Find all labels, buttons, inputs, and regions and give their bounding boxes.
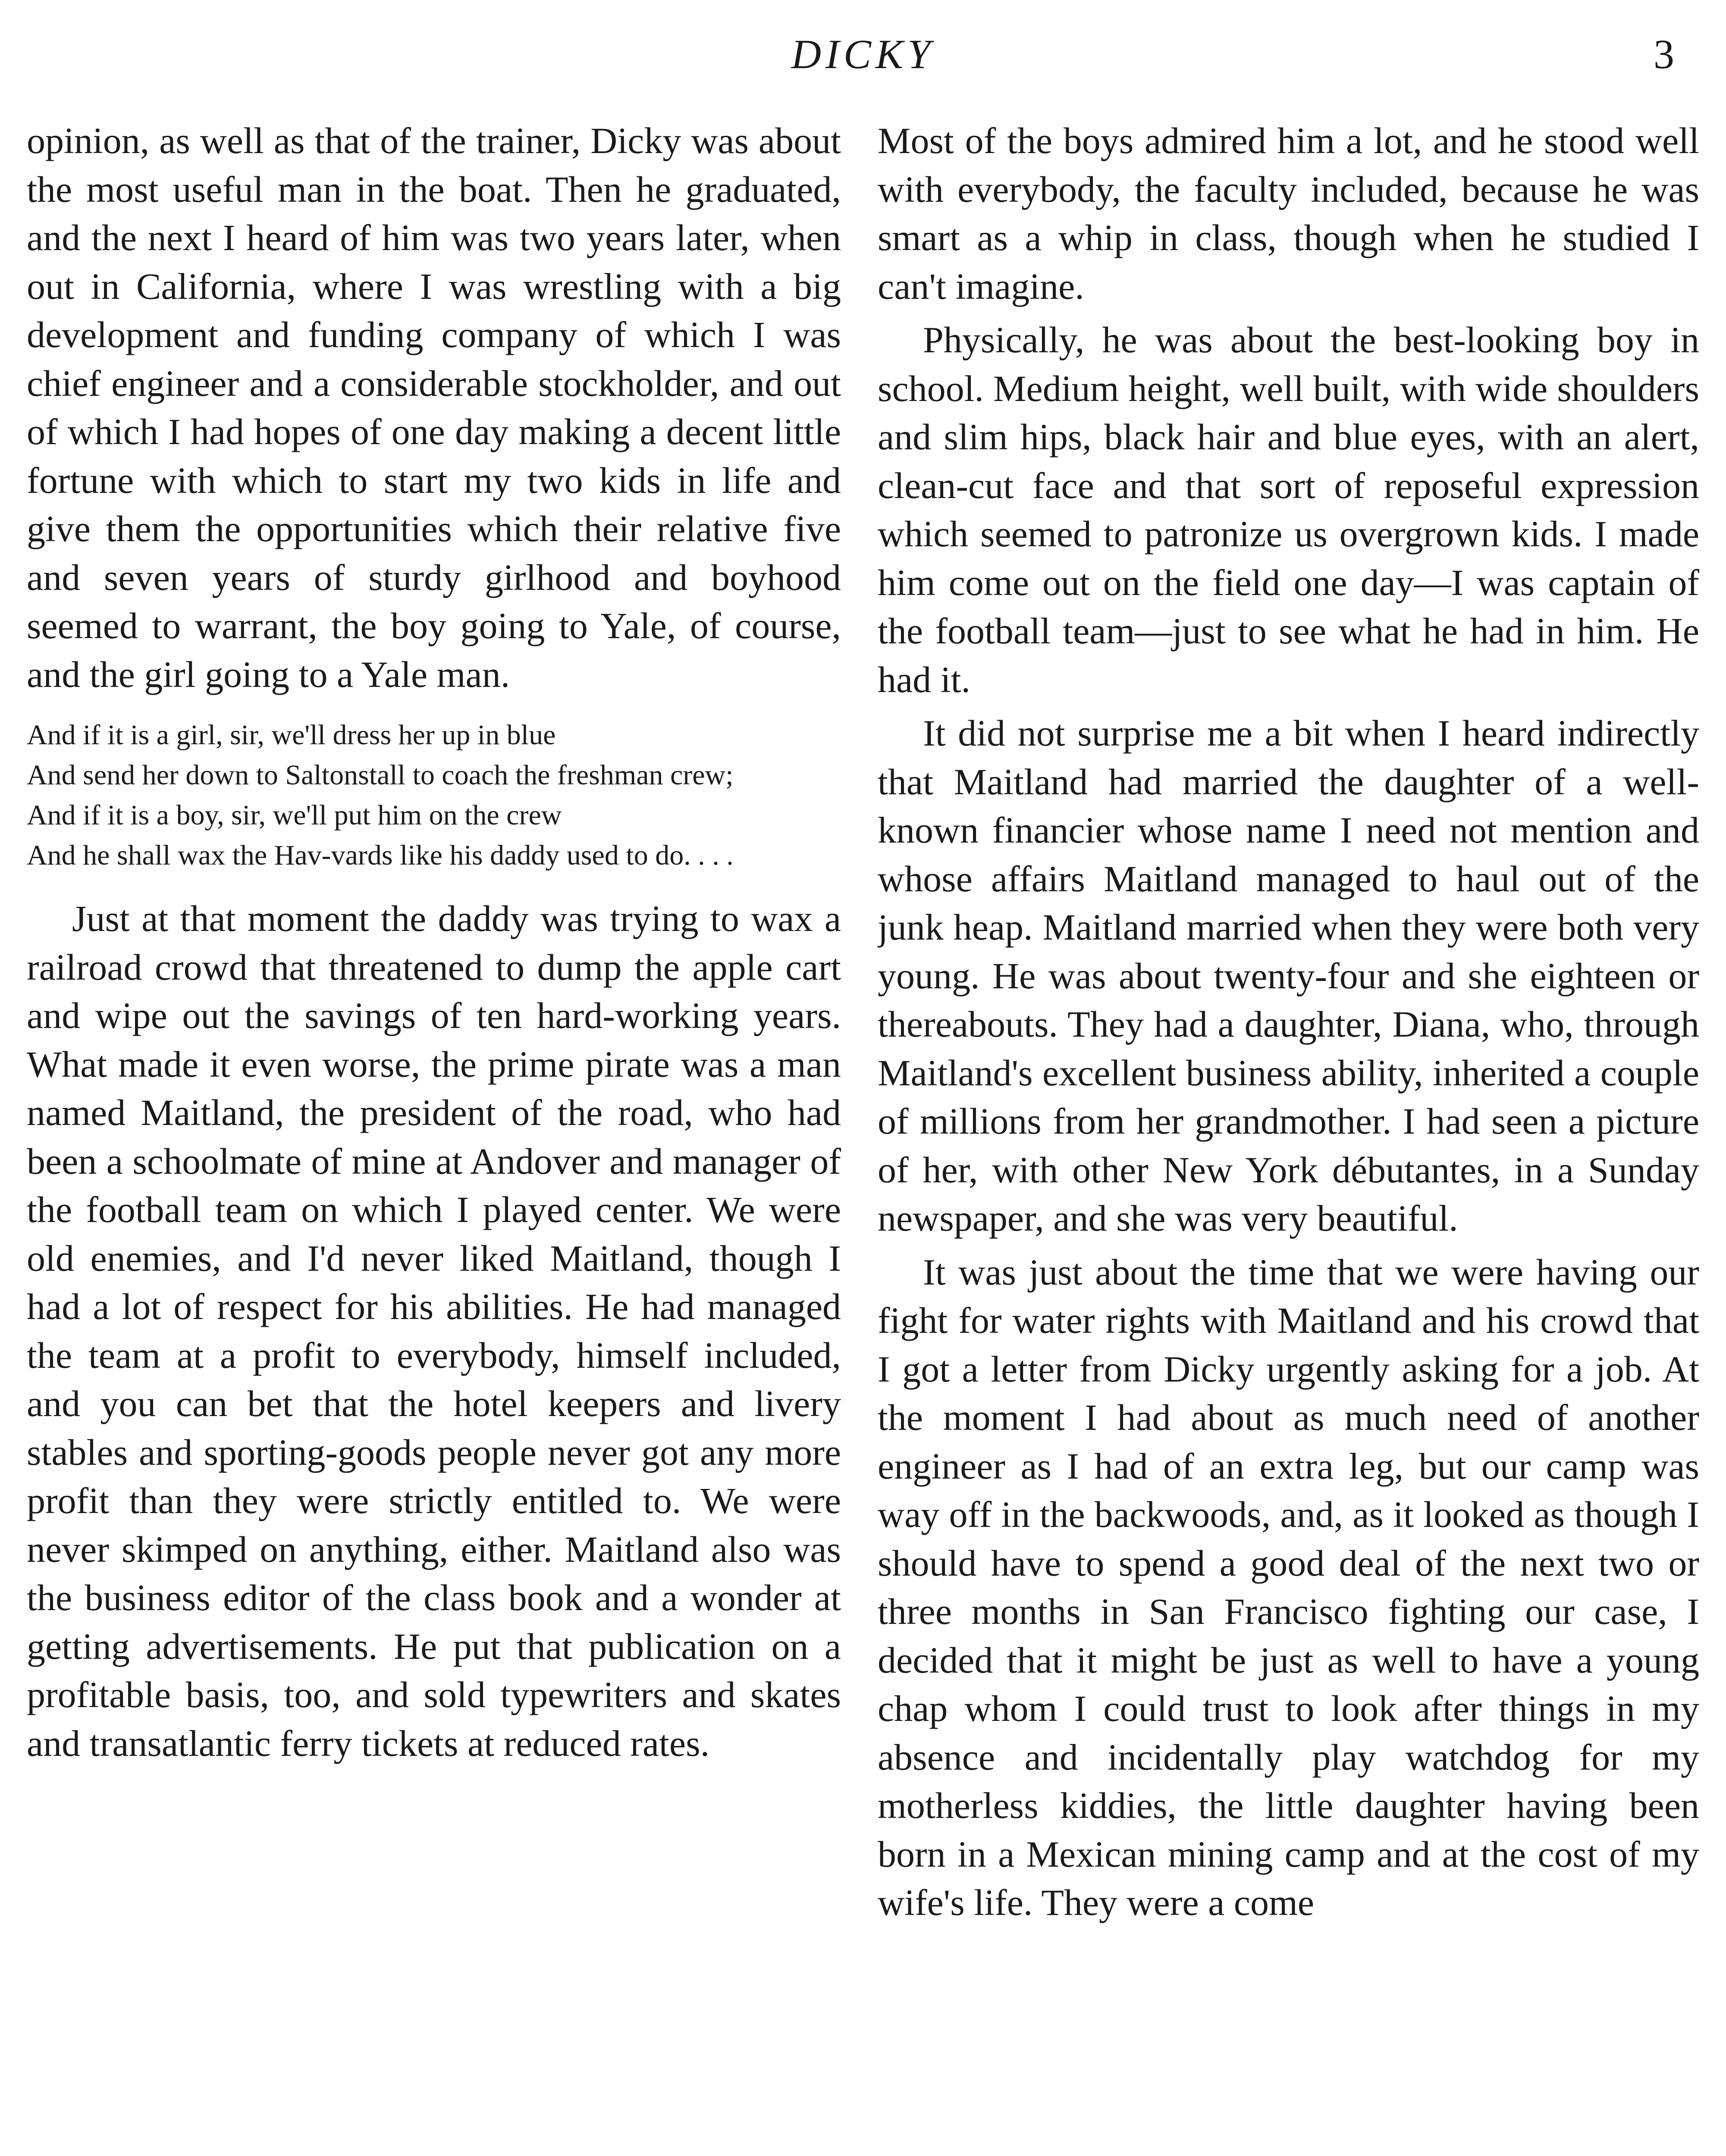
verse-line: And send her down to Saltonstall to coach the freshman crew; bbox=[27, 759, 734, 791]
page-number: 3 bbox=[1654, 31, 1674, 77]
paragraph: It did not surprise me a bit when I heard indirectly that Maitland had married the daughter of a well-known financier whose name I need not mention and whose affairs Maitland managed to haul out of the junk heap. Maitland married when they were both very young. He was about twenty-four and she eighteen or thereabouts. They had a daughter, Diana, who, through Maitland's excellent business ability, inherited a couple of millions from her grandmother. I had seen a picture of her, with other New York débutantes, in a Sunday newspaper, and she was very beautiful. bbox=[878, 712, 1699, 1239]
paragraph: Most of the boys admired him a lot, and he stood well with everybody, the faculty included, because he was smart as a whip in class, though when he studied I can't imagine. bbox=[878, 120, 1699, 307]
verse-line: And if it is a boy, sir, we'll put him on the crew bbox=[27, 799, 562, 831]
paragraph: Physically, he was about the best-looking boy in school. Medium height, well built, with wide shoulders and slim hips, black hair and blue eyes, with an alert, clean-cut face and that sort of reposeful expression which seemed to patronize us overgrown kids. I made him come out on the field one day—I was captain of the football team—just to see what he had in him. He had it. bbox=[878, 319, 1699, 700]
verse-line: And if it is a girl, sir, we'll dress her up in blue bbox=[27, 719, 556, 751]
paragraph: It was just about the time that we were having our fight for water rights with Maitland and his crowd that I got a letter from Dicky urgently asking for a job. At the moment I had about as much need of another engineer as I had of an extra leg, but our camp was way off in the backwoods, and, as it looked as though I should have to spend a good deal of the next two or three months in San Francisco fighting our case, I decided that it might be just as well to have a young chap whom I could trust to look after things in my absence and incidentally play watchdog for my motherless kiddies, the little daughter having been born in a Mexican mining camp and at the cost of my wife's life. They were a come bbox=[878, 1251, 1699, 1923]
paragraph: opinion, as well as that of the trainer, Dicky was about the most useful man in the boat. Then he graduated, and the next I heard of him was two years later, when out in California, where I was wrestling with a big development and funding company of which I was chief engineer and a considerable stockholder, and out of which I had hopes of one day making a decent little fortune with which to start my two kids in life and give them the opportunities which their relative five and seven years of sturdy girlhood and boyhood seemed to warrant, the boy going to Yale, of course, and the girl going to a Yale man. bbox=[27, 120, 841, 695]
right-column bbox=[878, 116, 1699, 2156]
paragraph: Just at that moment the daddy was trying to wax a railroad crowd that threatened to dump the apple cart and wipe out the savings of ten hard-working years. What made it even worse, the prime pirate was a man named Maitland, the president of the road, who had been a schoolmate of mine at Andover and manager of the football team on which I played center. We were old enemies, and I'd never liked Maitland, though I had a lot of respect for his abilities. He had managed the team at a profit to everybody, himself included, and you can bet that the hotel keepers and livery stables and sporting-goods people never got any more profit than they were strictly entitled to. We were never skimped on anything, either. Maitland also was the business editor of the class book and a wonder at getting advertisements. He put that publication on a profitable basis, too, and sold typewriters and skates and transatlantic ferry tickets at reduced rates. bbox=[27, 898, 841, 1764]
running-header bbox=[0, 30, 1726, 86]
running-title: DICKY bbox=[791, 31, 935, 77]
verse-line: And he shall wax the Hav-vards like his daddy used to do. . . . bbox=[27, 840, 734, 871]
verse-block bbox=[27, 715, 841, 875]
left-column bbox=[27, 116, 841, 2156]
